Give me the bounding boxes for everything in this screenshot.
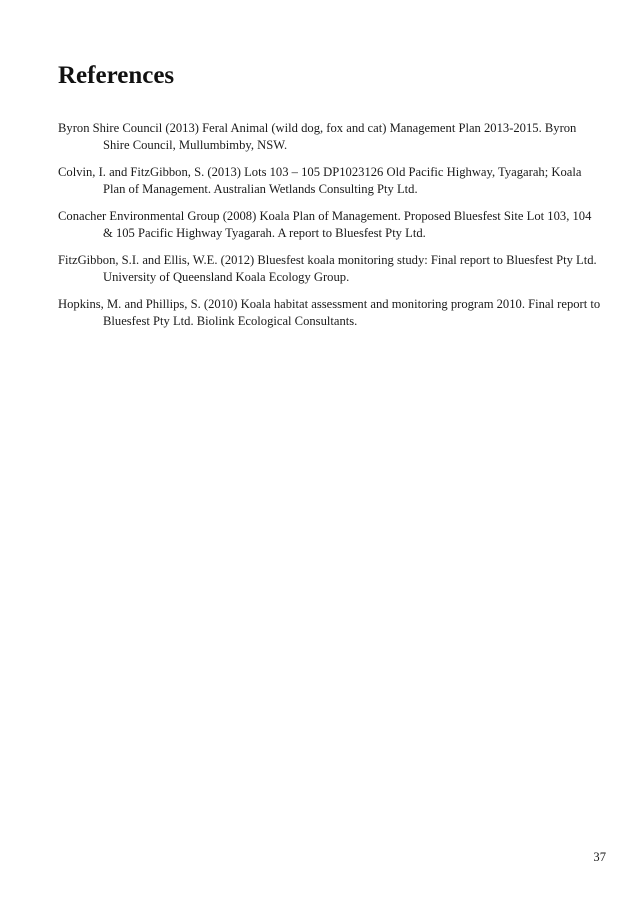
page-title: References <box>58 62 175 89</box>
reference-list <box>58 120 604 340</box>
reference-item: FitzGibbon, S.I. and Ellis, W.E. (2012) Bluesfest koala monitoring study: Final report to Bluesfest Pty Ltd. University of Queensland Koala Ecology Group. <box>58 253 597 284</box>
reference-item: Colvin, I. and FitzGibbon, S. (2013) Lots 103 – 105 DP1023126 Old Pacific Highway, Tyagarah; Koala Plan of Management. Australian Wetlands Consulting Pty Ltd. <box>58 165 582 196</box>
reference-item: Byron Shire Council (2013) Feral Animal (wild dog, fox and cat) Management Plan 2013-2015. Byron Shire Council, Mullumbimby, NSW. <box>58 121 577 152</box>
reference-item: Hopkins, M. and Phillips, S. (2010) Koala habitat assessment and monitoring program 2010. Final report to Bluesfest Pty Ltd. Biolink Ecological Consultants. <box>58 297 601 328</box>
page-number: 37 <box>593 850 606 864</box>
reference-item: Conacher Environmental Group (2008) Koala Plan of Management. Proposed Bluesfest Site Lot 103, 104 & 105 Pacific Highway Tyagarah. A report to Bluesfest Pty Ltd. <box>58 209 592 240</box>
